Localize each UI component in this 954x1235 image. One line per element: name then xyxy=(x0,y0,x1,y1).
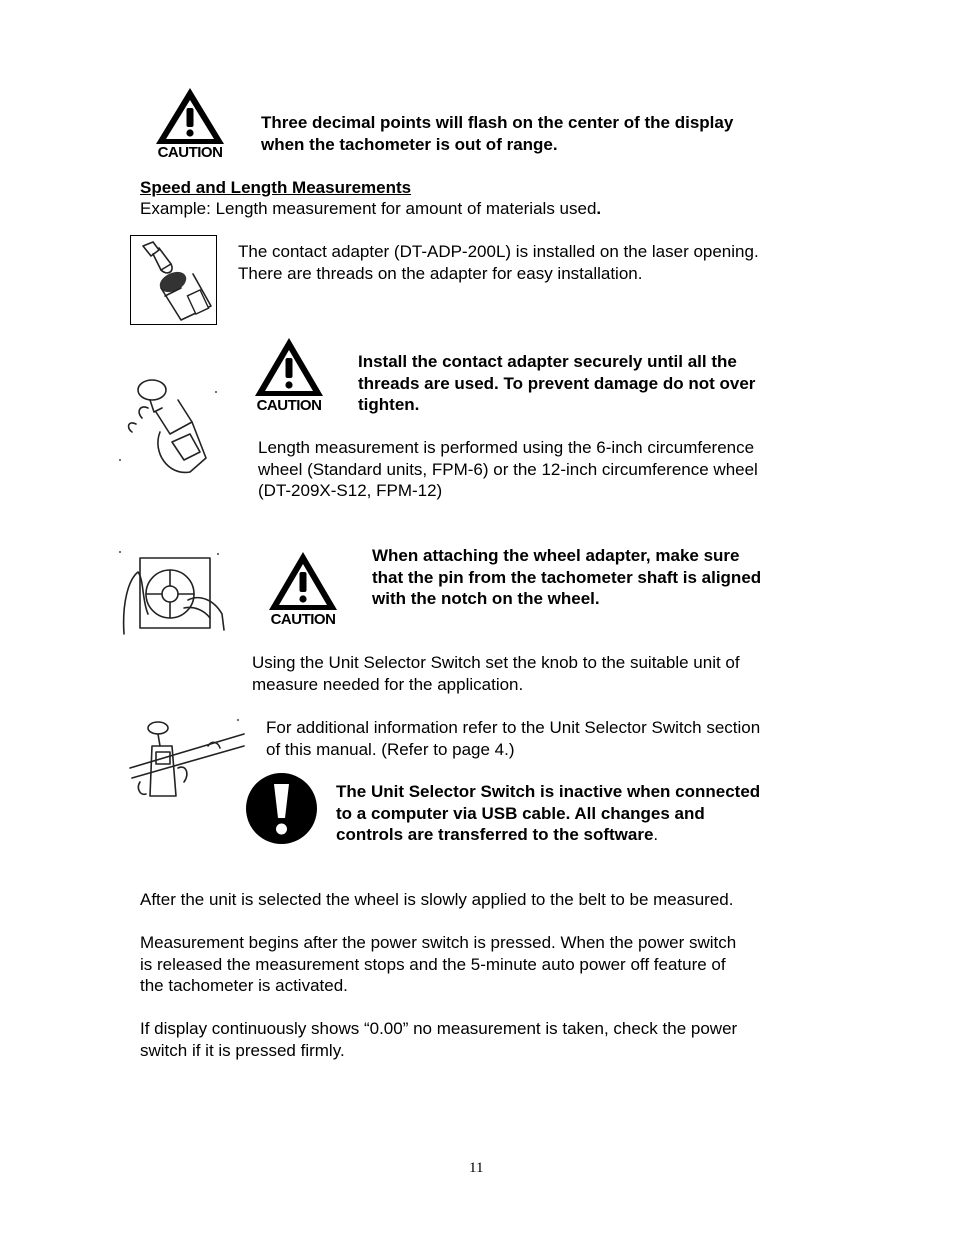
caution-icon-3 xyxy=(265,550,341,630)
caution-text-3: When attaching the wheel adapter, make sure that the pin from the tachometer shaft is aligned with the notch on the wheel. xyxy=(372,546,762,608)
warning-triangle-icon xyxy=(152,86,228,146)
paragraph-display-check: If display continuously shows “0.00” no measurement is taken, check the power switch if it is pressed firmly. xyxy=(140,1019,738,1060)
paragraph-measurement-begins: Measurement begins after the power switch is pressed. When the power switch is released the measurement stops and the 5-minute auto power off feature of the tachometer is activated. xyxy=(140,933,737,995)
section-heading: Speed and Length Measurements xyxy=(140,178,412,197)
wheel-adapter-sketch xyxy=(114,544,226,642)
example-text: Example: Length measurement for amount of materials used. xyxy=(140,199,602,218)
caution-label: CAUTION xyxy=(157,144,223,161)
exclamation-circle-icon xyxy=(245,772,318,845)
unit-selector-sketch xyxy=(128,712,246,798)
caution-text-2: Install the contact adapter securely until all the threads are used. To prevent damage do not over tighten. xyxy=(358,352,756,414)
page-number: 11 xyxy=(469,1160,484,1176)
warning-text: The Unit Selector Switch is inactive when connected to a computer via USB cable. All changes and controls are transferred to the software. xyxy=(336,782,761,844)
additional-info-text: For additional information refer to the Unit Selector Switch section of this manual. (Refer to page 4.) xyxy=(266,718,761,759)
caution-label: CAUTION xyxy=(270,611,336,628)
warning-triangle-icon xyxy=(265,550,341,612)
tachometer-adapter-image xyxy=(131,236,215,323)
caution-icon-1 xyxy=(152,86,228,162)
tachometer-on-belt-image xyxy=(128,712,246,798)
install-adapter-sketch xyxy=(112,372,227,482)
paragraph-wheel-applied: After the unit is selected the wheel is slowly applied to the belt to be measured. xyxy=(140,890,734,909)
caution-icon-2 xyxy=(251,336,327,416)
length-measurement-text: Length measurement is performed using the 6-inch circumference wheel (Standard units, FPM-6) or the 12-inch circumference wheel (DT-209X-S12, FPM-12) xyxy=(258,438,758,500)
hands-attaching-wheel-image xyxy=(114,544,226,642)
caution-text-1: Three decimal points will flash on the center of the display when the tachometer is out of range. xyxy=(261,113,734,154)
warning-triangle-icon xyxy=(251,336,327,398)
unit-selector-text: Using the Unit Selector Switch set the knob to the suitable unit of measure needed for the application. xyxy=(252,653,740,694)
adapter-text: The contact adapter (DT-ADP-200L) is installed on the laser opening. There are threads on the adapter for easy installation. xyxy=(238,242,759,283)
hand-installing-adapter-image xyxy=(112,372,227,482)
adapter-illustration xyxy=(130,235,217,325)
caution-label: CAUTION xyxy=(256,397,322,414)
